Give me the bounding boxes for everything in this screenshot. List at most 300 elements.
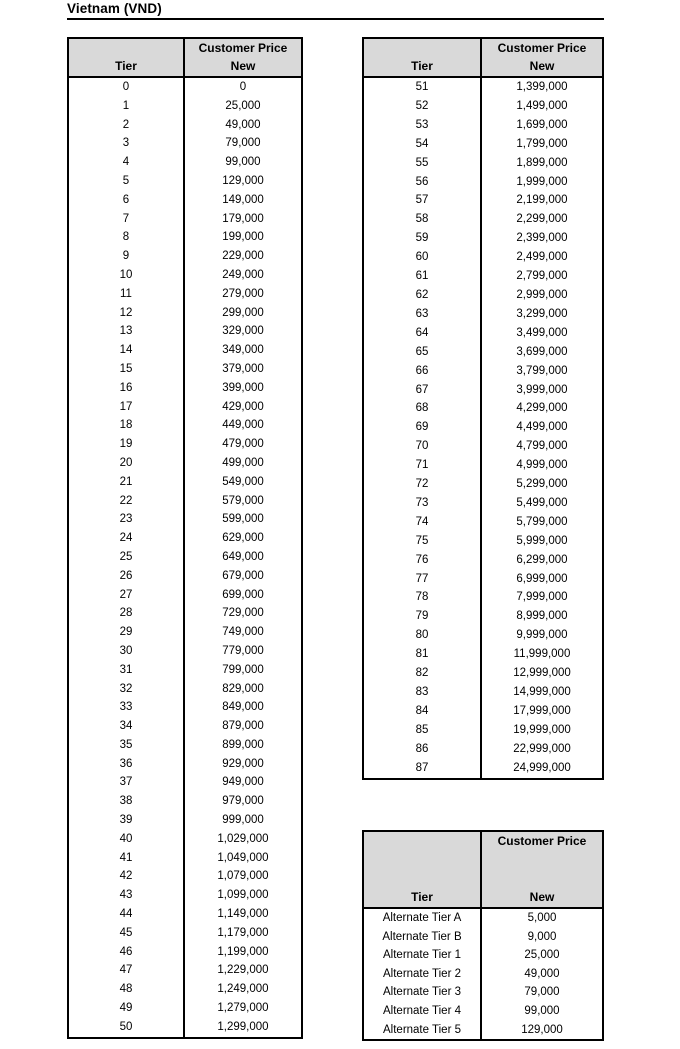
table-body (68, 77, 302, 1038)
price-header-line2: New (529, 59, 555, 73)
tier-cell: 57 (363, 191, 481, 210)
table-row (363, 229, 603, 248)
table-row (68, 379, 302, 398)
price-cell: 3,499,000 (516, 326, 568, 339)
price-cell: 1,699,000 (516, 118, 568, 131)
tier-cell: 6 (68, 191, 184, 210)
price-cell: 6,299,000 (516, 553, 568, 566)
tier-cell: 81 (363, 645, 481, 664)
price-cell: 4,299,000 (516, 402, 568, 415)
price-cell: 999,000 (222, 814, 264, 827)
tier-cell: 49 (68, 999, 184, 1018)
table-row (363, 456, 603, 475)
tier-cell: Alternate Tier 3 (363, 983, 481, 1002)
table-row (68, 77, 302, 97)
table-row (363, 191, 603, 210)
tier-cell: 75 (363, 532, 481, 551)
table-row (363, 97, 603, 116)
price-cell: 679,000 (222, 569, 264, 582)
table-row (68, 435, 302, 454)
table-row (68, 97, 302, 116)
tier-column-header: Tier (363, 831, 481, 908)
price-cell: 79,000 (225, 137, 261, 150)
price-cell: 929,000 (222, 757, 264, 770)
table-row (68, 755, 302, 774)
tier-column-header: Tier (68, 38, 184, 77)
price-cell: 1,279,000 (217, 1002, 269, 1015)
price-cell: 749,000 (222, 626, 264, 639)
price-column-header (481, 831, 603, 908)
tier-cell: 86 (363, 740, 481, 759)
tier-cell: 16 (68, 379, 184, 398)
table-row (68, 623, 302, 642)
table-row (68, 153, 302, 172)
table-body (363, 77, 603, 779)
price-cell: 249,000 (222, 268, 264, 281)
tier-cell: 72 (363, 475, 481, 494)
tier-cell: 58 (363, 210, 481, 229)
table-row (68, 567, 302, 586)
table-row (363, 908, 603, 928)
table-row (363, 324, 603, 343)
table-row (68, 886, 302, 905)
price-cell: 1,199,000 (217, 945, 269, 958)
table-row (363, 759, 603, 779)
tier-cell: 23 (68, 510, 184, 529)
tier-cell: 82 (363, 664, 481, 683)
price-cell: 279,000 (222, 287, 264, 300)
table-row (363, 721, 603, 740)
tier-cell: 12 (68, 304, 184, 323)
price-cell: 3,299,000 (516, 307, 568, 320)
price-cell: 3,799,000 (516, 364, 568, 377)
table-row (68, 360, 302, 379)
table-row (68, 398, 302, 417)
tier-column-header: Tier (363, 38, 481, 77)
tier-cell: 4 (68, 153, 184, 172)
tier-cell: 15 (68, 360, 184, 379)
table-header (68, 38, 302, 77)
price-column-header (184, 38, 302, 77)
price-table-tiers-51-87 (362, 37, 604, 780)
tier-cell: 21 (68, 473, 184, 492)
tier-cell: 51 (363, 77, 481, 97)
table-row (68, 792, 302, 811)
tier-cell: 74 (363, 513, 481, 532)
price-column-header (481, 38, 603, 77)
price-cell: 22,999,000 (513, 742, 571, 755)
table-row (68, 830, 302, 849)
price-cell: 49,000 (524, 967, 560, 980)
tier-cell: Alternate Tier B (363, 928, 481, 947)
tier-cell: 63 (363, 305, 481, 324)
table-row (68, 999, 302, 1018)
tier-cell: 46 (68, 943, 184, 962)
tier-cell: 0 (68, 77, 184, 97)
table-row (363, 154, 603, 173)
table-row (68, 322, 302, 341)
tier-cell: 24 (68, 529, 184, 548)
table-row (68, 604, 302, 623)
price-cell: 79,000 (524, 986, 560, 999)
price-cell: 5,000 (527, 912, 557, 924)
table-row (68, 661, 302, 680)
price-cell: 99,000 (524, 1004, 560, 1017)
tier-cell: 52 (363, 97, 481, 116)
price-cell: 8,999,000 (516, 610, 568, 623)
tier-cell: 79 (363, 607, 481, 626)
tier-cell: 28 (68, 604, 184, 623)
table-row (68, 586, 302, 605)
table-row (68, 548, 302, 567)
tier-cell: 47 (68, 961, 184, 980)
tier-cell: 5 (68, 172, 184, 191)
price-header-line1: Customer Price (497, 834, 587, 848)
tier-cell: 13 (68, 322, 184, 341)
table-row (363, 267, 603, 286)
tier-cell: 18 (68, 416, 184, 435)
price-cell: 14,999,000 (513, 686, 571, 698)
tier-cell: 55 (363, 154, 481, 173)
table-row (363, 305, 603, 324)
price-cell: 849,000 (222, 701, 264, 714)
price-cell: 17,999,000 (513, 704, 571, 717)
tier-cell: 73 (363, 494, 481, 513)
price-cell: 479,000 (222, 438, 264, 451)
table-row (68, 680, 302, 699)
table-row (363, 362, 603, 381)
tier-cell: 26 (68, 567, 184, 586)
price-cell: 429,000 (222, 400, 264, 413)
price-cell: 599,000 (222, 513, 264, 526)
tier-cell: 53 (363, 116, 481, 135)
table-row (68, 642, 302, 661)
table-row (68, 134, 302, 153)
price-cell: 1,799,000 (516, 137, 568, 150)
price-cell: 329,000 (222, 325, 264, 338)
table-row (68, 172, 302, 191)
tier-cell: 10 (68, 266, 184, 285)
price-cell: 12,999,000 (513, 667, 571, 680)
price-cell: 1,099,000 (217, 889, 269, 902)
price-cell: 129,000 (222, 174, 264, 187)
price-cell: 779,000 (222, 644, 264, 657)
tier-cell: 11 (68, 285, 184, 304)
tier-cell: 22 (68, 492, 184, 511)
price-cell: 5,799,000 (516, 515, 568, 528)
price-cell: 6,999,000 (516, 572, 568, 585)
price-cell: 19,999,000 (513, 723, 571, 736)
tier-cell: 3 (68, 134, 184, 153)
price-table-alternate-tiers (362, 830, 604, 1041)
price-cell: 2,299,000 (516, 213, 568, 226)
table-row (363, 570, 603, 589)
table-row (363, 946, 603, 965)
tier-cell: 36 (68, 755, 184, 774)
tier-cell: 14 (68, 341, 184, 360)
tier-cell: 35 (68, 736, 184, 755)
tier-cell: 17 (68, 398, 184, 417)
price-cell: 799,000 (222, 663, 264, 676)
price-cell: 349,000 (222, 344, 264, 357)
tier-cell: 59 (363, 229, 481, 248)
price-cell: 1,049,000 (217, 851, 269, 864)
tier-cell: 69 (363, 418, 481, 437)
table-row (68, 849, 302, 868)
price-cell: 9,999,000 (516, 629, 568, 642)
table-body (363, 908, 603, 1040)
table-row (363, 965, 603, 984)
table-row (363, 286, 603, 305)
tier-cell: 56 (363, 173, 481, 192)
price-header-line1: Customer Price (198, 41, 288, 55)
table-row (363, 418, 603, 437)
table-row (68, 698, 302, 717)
tier-cell: 85 (363, 721, 481, 740)
table-row (363, 626, 603, 645)
price-cell: 1,079,000 (217, 870, 269, 883)
price-cell: 99,000 (225, 156, 261, 169)
tier-cell: 78 (363, 588, 481, 607)
price-cell: 25,000 (225, 99, 261, 112)
table-row (68, 191, 302, 210)
table-header (363, 38, 603, 77)
tier-cell: 83 (363, 683, 481, 702)
price-cell: 299,000 (222, 306, 264, 319)
tier-cell: 68 (363, 399, 481, 418)
tier-cell: 30 (68, 642, 184, 661)
price-cell: 699,000 (222, 588, 264, 601)
price-cell: 129,000 (521, 1023, 563, 1036)
table-row (68, 454, 302, 473)
tier-cell: 43 (68, 886, 184, 905)
price-cell: 549,000 (222, 475, 264, 488)
price-cell: 1,029,000 (217, 832, 269, 845)
table-row (363, 513, 603, 532)
price-cell: 379,000 (222, 362, 264, 375)
price-header-line2: New (230, 59, 256, 73)
table-row (68, 905, 302, 924)
table-row (363, 475, 603, 494)
price-cell: 11,999,000 (513, 648, 571, 661)
table-row (363, 210, 603, 229)
table-row (363, 683, 603, 702)
price-cell: 1,499,000 (516, 99, 568, 112)
table-header (363, 831, 603, 908)
tier-cell: 71 (363, 456, 481, 475)
tier-cell: 34 (68, 717, 184, 736)
tier-cell: 9 (68, 247, 184, 266)
tier-cell: 29 (68, 623, 184, 642)
price-cell: 2,999,000 (516, 288, 568, 301)
price-cell: 25,000 (524, 949, 560, 962)
price-cell: 1,229,000 (217, 964, 269, 977)
tier-cell: 32 (68, 680, 184, 699)
price-cell: 1,999,000 (516, 175, 568, 188)
table-row (363, 588, 603, 607)
tier-cell: 70 (363, 437, 481, 456)
tier-cell: 62 (363, 286, 481, 305)
tier-cell: 80 (363, 626, 481, 645)
price-cell: 2,499,000 (516, 251, 568, 264)
tier-cell: 84 (363, 702, 481, 721)
table-row (363, 664, 603, 683)
tier-cell: Alternate Tier 1 (363, 946, 481, 965)
price-cell: 1,299,000 (217, 1020, 269, 1033)
price-cell: 729,000 (222, 607, 264, 620)
tier-cell: 54 (363, 135, 481, 154)
price-cell: 629,000 (222, 532, 264, 545)
tier-cell: 48 (68, 980, 184, 999)
tier-cell: 42 (68, 867, 184, 886)
table-row (68, 492, 302, 511)
price-cell: 979,000 (222, 795, 264, 808)
table-row (363, 551, 603, 570)
tier-cell: 50 (68, 1018, 184, 1038)
tier-cell: 77 (363, 570, 481, 589)
tier-cell: 87 (363, 759, 481, 779)
price-cell: 1,179,000 (217, 926, 269, 939)
price-cell: 649,000 (222, 550, 264, 563)
price-cell: 4,999,000 (516, 459, 568, 472)
tier-cell: 76 (363, 551, 481, 570)
table-row (363, 343, 603, 362)
tier-cell: 2 (68, 116, 184, 135)
table-row (68, 717, 302, 736)
price-cell: 2,799,000 (516, 270, 568, 283)
tier-cell: 8 (68, 228, 184, 247)
table-row (68, 416, 302, 435)
price-cell: 1,399,000 (516, 81, 568, 93)
price-cell: 5,499,000 (516, 496, 568, 509)
tier-cell: 60 (363, 248, 481, 267)
table-row (68, 341, 302, 360)
price-cell: 179,000 (222, 212, 264, 225)
tier-cell: 31 (68, 661, 184, 680)
price-header-line2: New (529, 890, 555, 904)
tier-cell: Alternate Tier 2 (363, 965, 481, 984)
price-cell: 4,499,000 (516, 421, 568, 434)
price-cell: 24,999,000 (513, 761, 571, 774)
price-cell: 399,000 (222, 381, 264, 394)
price-cell: 2,399,000 (516, 232, 568, 245)
price-cell: 9,000 (527, 930, 557, 943)
table-row (363, 77, 603, 97)
tier-cell: 37 (68, 773, 184, 792)
price-cell: 0 (239, 81, 247, 93)
price-cell: 1,899,000 (516, 156, 568, 169)
table-row (363, 494, 603, 513)
table-row (68, 943, 302, 962)
tier-cell: 67 (363, 381, 481, 400)
price-cell: 2,199,000 (516, 194, 568, 207)
tier-cell: Alternate Tier 5 (363, 1021, 481, 1041)
table-row (68, 304, 302, 323)
price-cell: 5,299,000 (516, 478, 568, 491)
table-row (68, 473, 302, 492)
price-cell: 899,000 (222, 738, 264, 751)
price-cell: 3,999,000 (516, 383, 568, 396)
table-row (68, 811, 302, 830)
price-table-tiers-0-50 (67, 37, 303, 1039)
table-row (363, 381, 603, 400)
tier-cell: 38 (68, 792, 184, 811)
table-row (68, 1018, 302, 1038)
price-cell: 149,000 (222, 193, 264, 206)
tier-cell: 44 (68, 905, 184, 924)
table-row (363, 1002, 603, 1021)
price-cell: 4,799,000 (516, 440, 568, 453)
tier-cell: 40 (68, 830, 184, 849)
table-row (363, 173, 603, 192)
page-title: Vietnam (VND) (67, 1, 604, 20)
tier-cell: 64 (363, 324, 481, 343)
price-cell: 449,000 (222, 419, 264, 432)
table-row (363, 645, 603, 664)
table-row (363, 437, 603, 456)
table-row (363, 702, 603, 721)
table-row (68, 510, 302, 529)
price-cell: 1,149,000 (217, 908, 269, 921)
table-row (363, 248, 603, 267)
tier-cell: 19 (68, 435, 184, 454)
price-cell: 3,699,000 (516, 345, 568, 358)
tier-cell: 1 (68, 97, 184, 116)
table-row (363, 607, 603, 626)
table-row (68, 773, 302, 792)
table-row (68, 529, 302, 548)
table-row (68, 961, 302, 980)
tier-cell: Alternate Tier 4 (363, 1002, 481, 1021)
tier-cell: 27 (68, 586, 184, 605)
table-row (68, 266, 302, 285)
price-cell: 229,000 (222, 250, 264, 263)
table-row (363, 983, 603, 1002)
table-row (363, 1021, 603, 1041)
price-cell: 879,000 (222, 720, 264, 733)
price-cell: 949,000 (222, 776, 264, 789)
table-row (363, 740, 603, 759)
table-row (68, 736, 302, 755)
table-row (68, 867, 302, 886)
price-cell: 499,000 (222, 456, 264, 469)
price-cell: 7,999,000 (516, 591, 568, 604)
price-cell: 5,999,000 (516, 534, 568, 547)
tier-cell: 66 (363, 362, 481, 381)
price-header-line1: Customer Price (497, 41, 587, 55)
table-row (363, 399, 603, 418)
price-cell: 1,249,000 (217, 983, 269, 996)
price-cell: 199,000 (222, 231, 264, 244)
table-row (68, 116, 302, 135)
table-row (68, 210, 302, 229)
table-row (68, 285, 302, 304)
tier-cell: 39 (68, 811, 184, 830)
table-row (68, 980, 302, 999)
price-cell: 49,000 (225, 118, 261, 131)
tier-cell: 45 (68, 924, 184, 943)
tier-cell: 41 (68, 849, 184, 868)
tier-cell: 25 (68, 548, 184, 567)
tier-cell: Alternate Tier A (363, 908, 481, 928)
table-row (363, 532, 603, 551)
tier-cell: 65 (363, 343, 481, 362)
table-row (363, 928, 603, 947)
table-row (68, 247, 302, 266)
table-row (68, 924, 302, 943)
price-cell: 579,000 (222, 494, 264, 507)
table-row (363, 116, 603, 135)
